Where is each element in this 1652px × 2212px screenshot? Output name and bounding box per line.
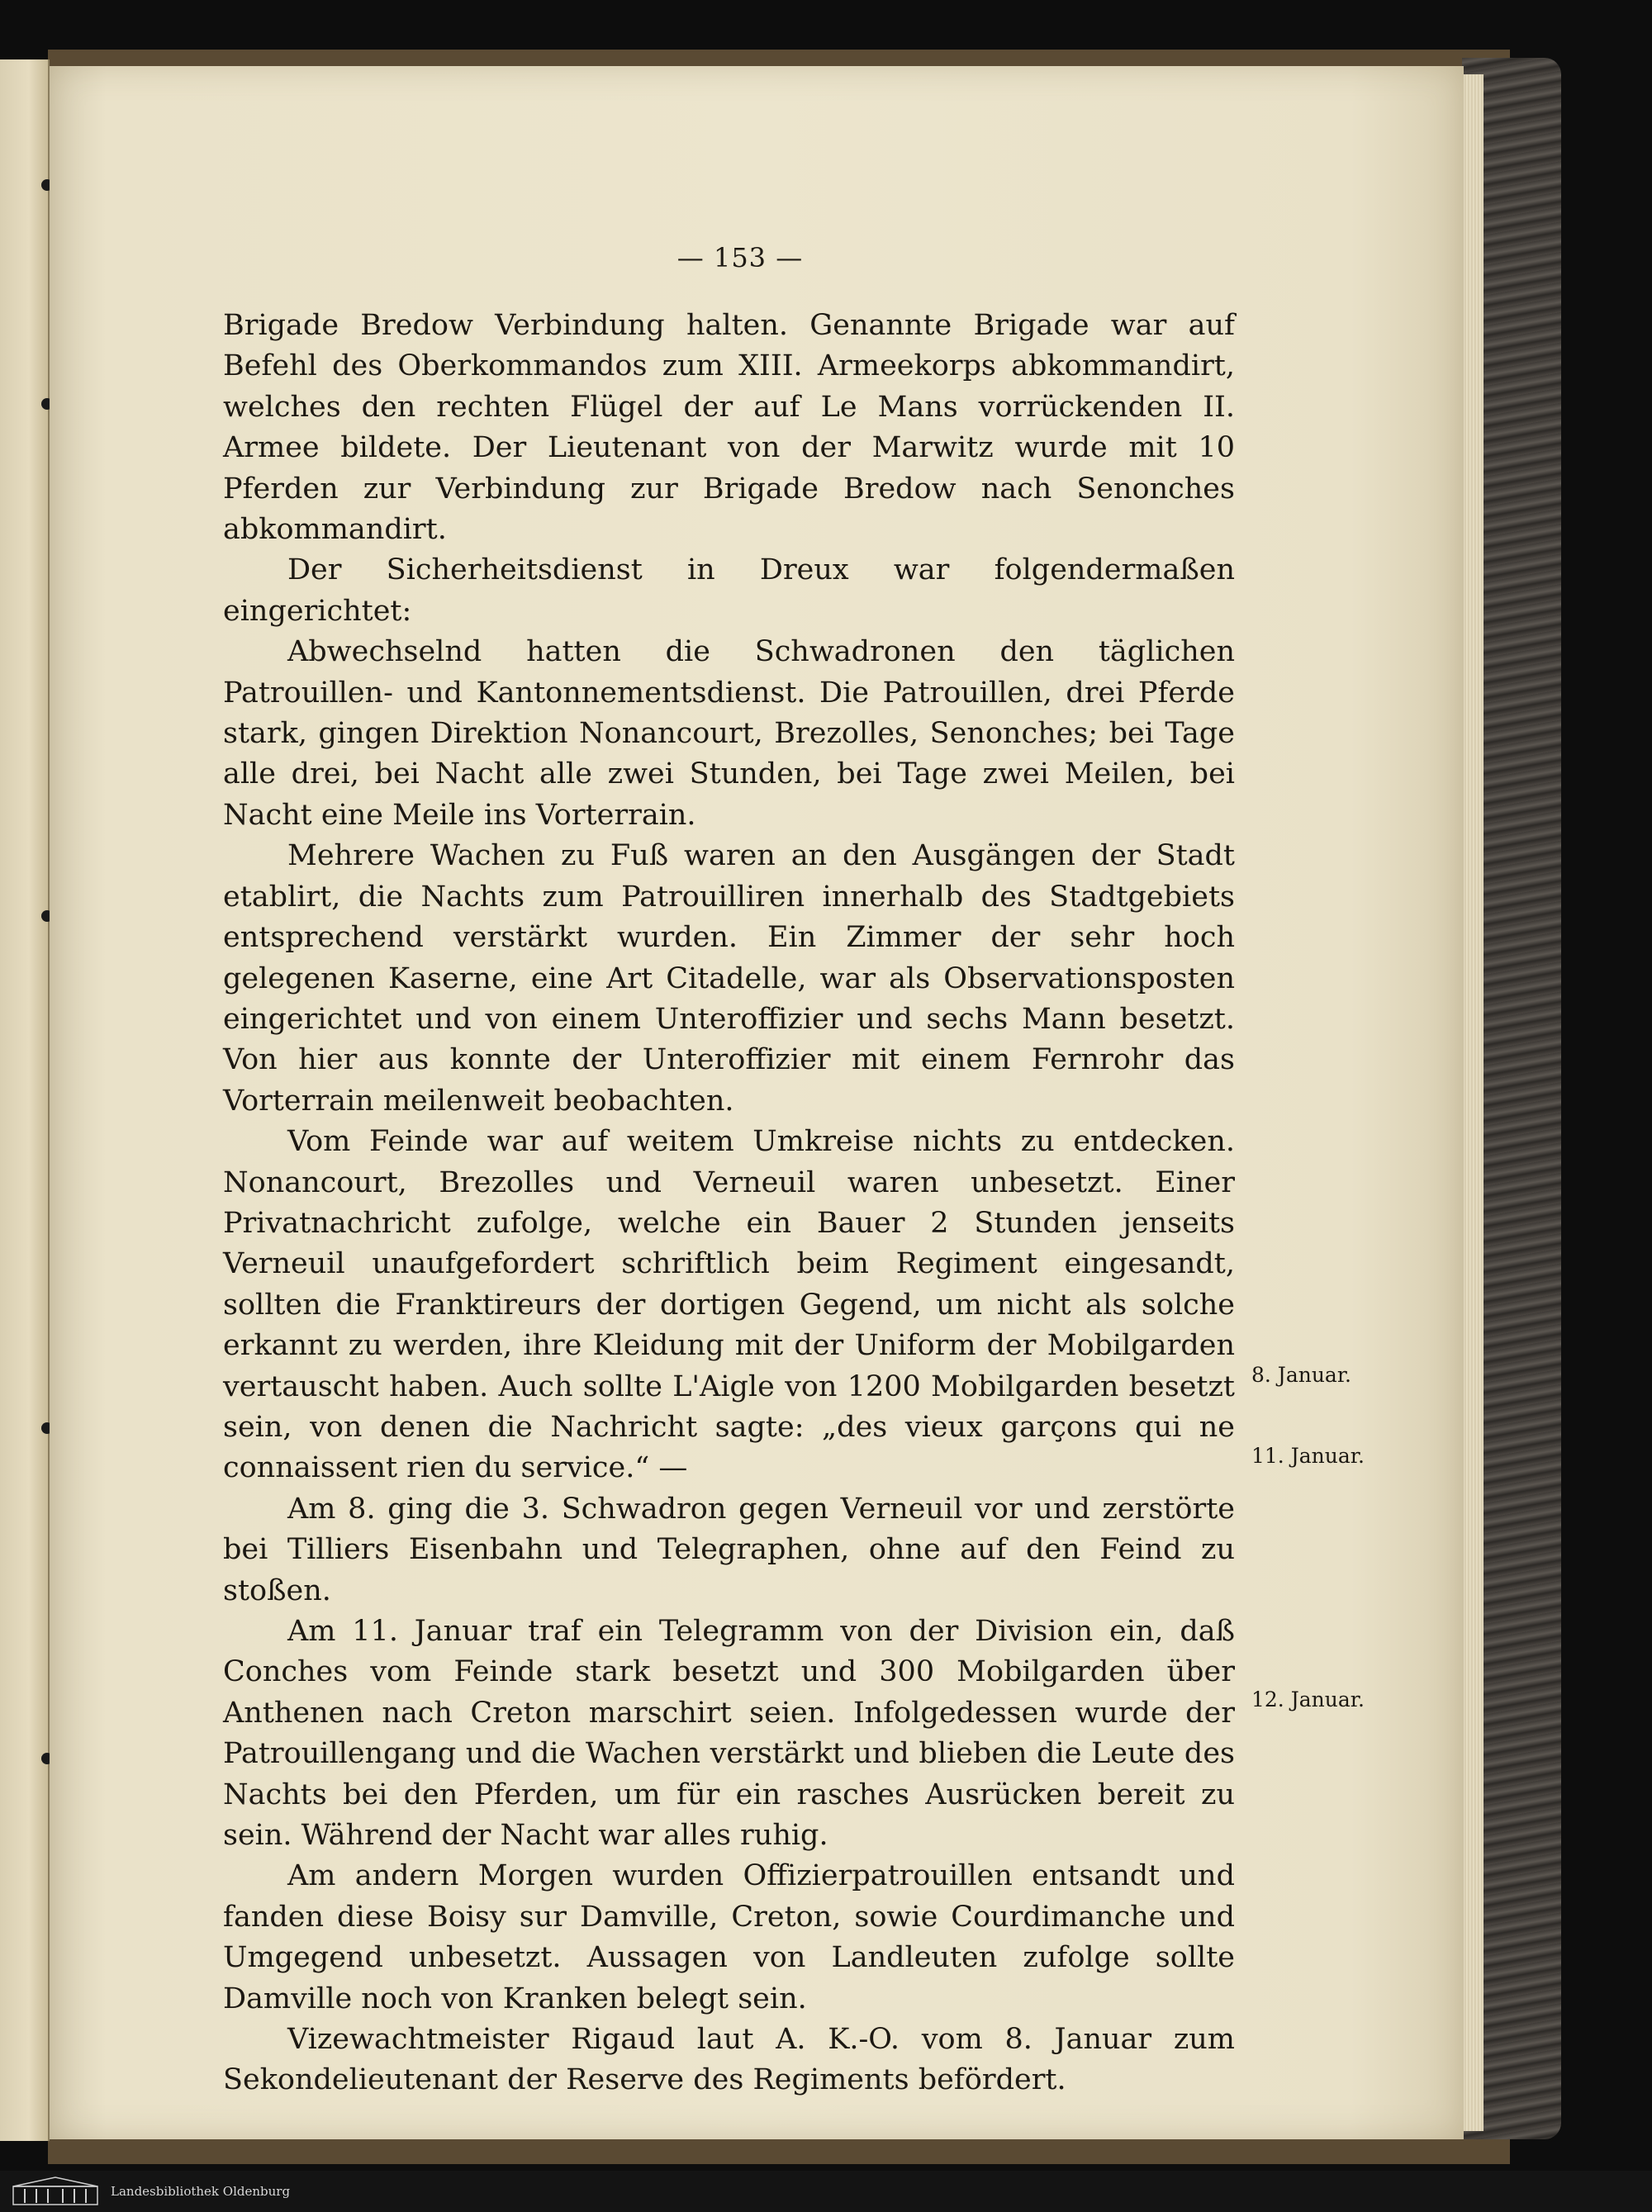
margin-note: 12. Januar. bbox=[1251, 1687, 1365, 1711]
page-edges bbox=[1464, 74, 1483, 2131]
viewer-footer bbox=[0, 2171, 1652, 2212]
paragraph: Am 8. ging die 3. Schwadron gegen Verneuil vor und zerstörte bei Tilliers Eisenbahn und Telegraphen, ohne auf den Feind zu stoßen. bbox=[223, 1492, 1235, 1607]
paragraph: Vom Feinde war auf weitem Umkreise nichts zu entdecken. Nonancourt, Brezolles und Verneuil waren unbesetzt. Einer Privatnachricht zufolge, welche ein Bauer 2 Stunden jenseits Verneuil unaufgefordert schriftlich beim Regiment eingesandt, sollten die Franktireurs der dortigen Gegend, um nicht als solche erkannt zu werden, ihre Kleidung mit der Uniform der Mobilgarden vertauscht haben. Auch sollte L'Aigle von 1200 Mobilgarden besetzt sein, von denen die Nachricht sagte: „des vieux garçons qui ne connaissent rien du service.“ — bbox=[223, 1125, 1235, 1485]
page-body bbox=[223, 306, 1235, 2101]
margin-note: 11. Januar. bbox=[1251, 1444, 1365, 1468]
paragraph: Am andern Morgen wurden Offizierpatrouillen entsandt und fanden diese Boisy sur Damville, Creton, sowie Courdimanche und Umgegend unbesetzt. Aussagen von Landleuten zufolge sollte Damville noch von Kranken belegt sein. bbox=[223, 1859, 1235, 2015]
paragraph: Mehrere Wachen zu Fuß waren an den Ausgängen der Stadt etablirt, die Nachts zum Patrouilliren innerhalb des Stadtgebiets entsprechend verstärkt wurden. Ein Zimmer der sehr hoch gelegenen Kaserne, eine Art Citadelle, war als Observationsposten eingerichtet und von einem Unteroffizier und sechs Mann besetzt. Von hier aus konnte der Unteroffizier mit einem Fernrohr das Vorterrain meilenweit beobachten. bbox=[223, 839, 1235, 1118]
paragraph: Der Sicherheitsdienst in Dreux war folgendermaßen eingerichtet: bbox=[223, 553, 1235, 628]
paragraph: Am 11. Januar traf ein Telegramm von der Division ein, daß Conches vom Feinde stark besetzt und 300 Mobilgarden über Anthenen nach Creton marschirt seien. Infolgedessen wurde der Patrouillengang und die Wachen verstärkt und blieben die Leute des Nachts bei den Pferden, um für ein rasches Ausrücken bereit zu sein. Während der Nacht war alles ruhig. bbox=[223, 1615, 1235, 1853]
library-logo bbox=[10, 2175, 101, 2208]
paragraph: Abwechselnd hatten die Schwadronen den täglichen Patrouillen- und Kantonnementsdienst. Die Patrouillen, drei Pferde stark, gingen Direktion Nonancourt, Brezolles, Senonches; bei Tage alle drei, bei Nacht alle zwei Stunden, bei Tage zwei Meilen, bei Nacht eine Meile ins Vorterrain. bbox=[223, 635, 1235, 832]
margin-note: 8. Januar. bbox=[1251, 1363, 1351, 1387]
left-page-edge bbox=[0, 59, 50, 2141]
paragraph: Brigade Bredow Verbindung halten. Genannte Brigade war auf Befehl des Oberkommandos zum XIII. Armeekorps abkommandirt, welches den rechten Flügel der auf Le Mans vorrückenden II. Armee bildete. Der Lieutenant von der Marwitz wurde mit 10 Pferden zur Verbindung zur Brigade Bredow nach Senonches abkommandirt. bbox=[223, 309, 1235, 547]
library-name: Landesbibliothek Oldenburg bbox=[111, 2184, 291, 2199]
paragraph: Vizewachtmeister Rigaud laut A. K.-O. vom 8. Januar zum Sekondelieutenant der Reserve des Regiments befördert. bbox=[223, 2023, 1235, 2097]
book-page bbox=[50, 66, 1464, 2139]
page-number: — 153 — bbox=[676, 242, 804, 273]
